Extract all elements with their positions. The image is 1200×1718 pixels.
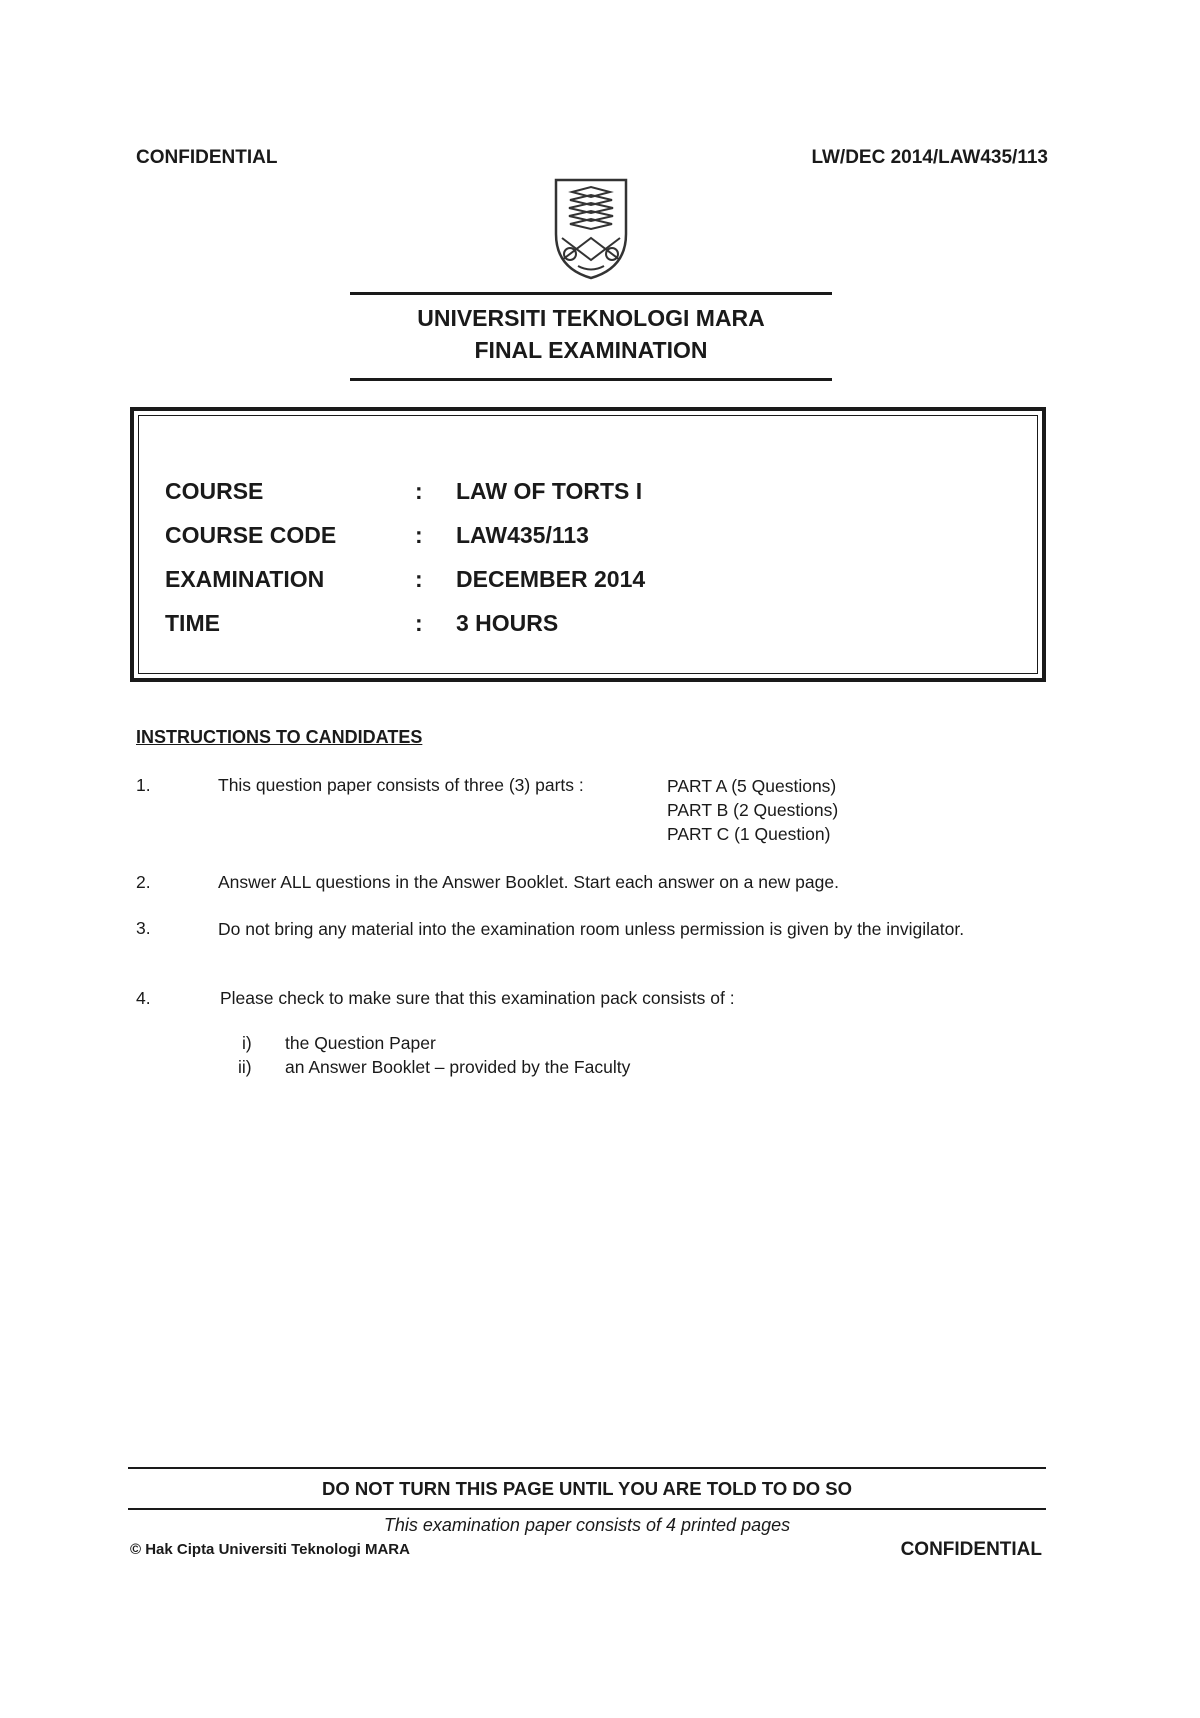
part-b-item: PART B (2 Questions)	[667, 800, 839, 820]
subitem-ii-marker: ii)	[238, 1057, 252, 1077]
instruction-1-text: This question paper consists of three (3) parts :	[218, 775, 584, 795]
time-label: TIME	[165, 610, 220, 636]
university-crest-icon	[548, 176, 634, 280]
copyright-notice: © Hak Cipta Universiti Teknologi MARA	[130, 1541, 410, 1558]
instruction-2-number: 2.	[136, 872, 151, 892]
examination-value: DECEMBER 2014	[456, 566, 646, 592]
footer-top-rule	[128, 1467, 1046, 1469]
subitem-i-text: the Question Paper	[285, 1033, 436, 1053]
part-a-item: PART A (5 Questions)	[667, 776, 837, 796]
instruction-3-number: 3.	[136, 918, 151, 938]
course-value: LAW OF TORTS I	[456, 478, 643, 504]
subitem-i-marker: i)	[242, 1033, 252, 1053]
do-not-turn-warning: DO NOT TURN THIS PAGE UNTIL YOU ARE TOLD TO DO SO	[321, 1478, 853, 1499]
examination-colon: :	[415, 566, 423, 592]
university-name: UNIVERSITI TEKNOLOGI MARA	[417, 305, 765, 331]
course-code-colon: :	[415, 522, 423, 548]
confidential-header-label: CONFIDENTIAL	[136, 147, 278, 168]
instructions-title: INSTRUCTIONS TO CANDIDATES	[136, 727, 423, 747]
paper-reference-code: LW/DEC 2014/LAW435/113	[811, 147, 1048, 168]
time-colon: :	[415, 610, 423, 636]
instruction-2-text: Answer ALL questions in the Answer Booklet. Start each answer on a new page.	[218, 872, 839, 892]
time-value: 3 HOURS	[456, 610, 559, 636]
exam-type-title: FINAL EXAMINATION	[474, 337, 708, 363]
confidential-footer-label: CONFIDENTIAL	[900, 1539, 1042, 1560]
course-info-box	[130, 407, 1046, 682]
instruction-3-text: Do not bring any material into the examination room unless permission is given by the invigilator.	[218, 919, 965, 939]
instruction-1-number: 1.	[136, 775, 151, 795]
course-label: COURSE	[165, 478, 264, 504]
course-colon: :	[415, 478, 423, 504]
examination-label: EXAMINATION	[165, 566, 325, 592]
course-code-value: LAW435/113	[456, 522, 589, 548]
subitem-ii-text: an Answer Booklet – provided by the Faculty	[285, 1057, 631, 1077]
part-c-item: PART C (1 Question)	[667, 824, 831, 844]
instruction-4-text: Please check to make sure that this examination pack consists of :	[220, 988, 735, 1008]
instruction-4-number: 4.	[136, 988, 151, 1008]
course-code-label: COURSE CODE	[165, 522, 337, 548]
title-top-rule	[350, 292, 832, 295]
page-count-note: This examination paper consists of 4 printed pages	[383, 1515, 791, 1535]
title-bottom-rule	[350, 378, 832, 381]
footer-middle-rule	[128, 1508, 1046, 1510]
